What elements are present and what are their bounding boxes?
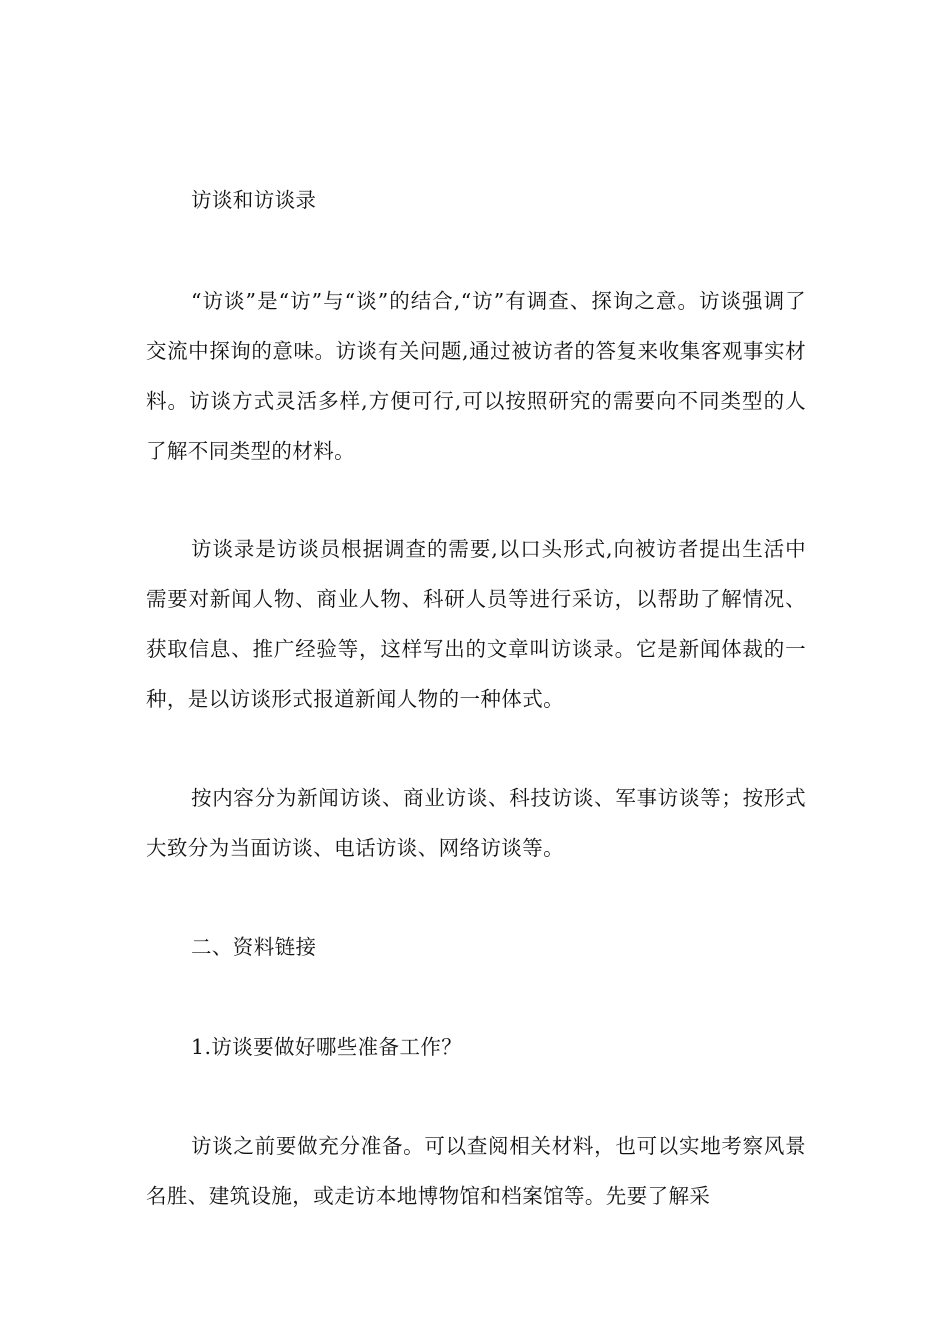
paragraph-interview-types: 按内容分为新闻访谈、商业访谈、科技访谈、军事访谈等；按形式大致分为当面访谈、电话访谈、网络访谈等。 bbox=[146, 786, 806, 860]
paragraph-preparation: 访谈之前要做充分准备。可以查阅相关材料，也可以实地考察风景名胜、建筑设施，或走访本地博物馆和档案馆等。先要了解采 bbox=[146, 1134, 806, 1208]
question-heading: 1.访谈要做好哪些准备工作？ bbox=[191, 1035, 463, 1059]
section-heading: 二、资料链接 bbox=[191, 935, 317, 959]
paragraph-interview-definition: “访谈”是“访”与“谈”的结合,“访”有调查、探询之意。访谈强调了交流中探询的意味。访谈有关问题,通过被访者的答复来收集客观事实材料。访谈方式灵活多样,方便可行,可以按照研究的需要向不同类型的人了解不同类型的材料。 bbox=[146, 289, 806, 463]
document-title: 访谈和访谈录 bbox=[191, 188, 317, 212]
paragraph-interview-record-definition: 访谈录是访谈员根据调查的需要,以口头形式,向被访者提出生活中需要对新闻人物、商业人物、科研人员等进行采访，以帮助了解情况、获取信息、推广经验等，这样写出的文章叫访谈录。它是新闻体裁的一种，是以访谈形式报道新闻人物的一种体式。 bbox=[146, 537, 806, 711]
